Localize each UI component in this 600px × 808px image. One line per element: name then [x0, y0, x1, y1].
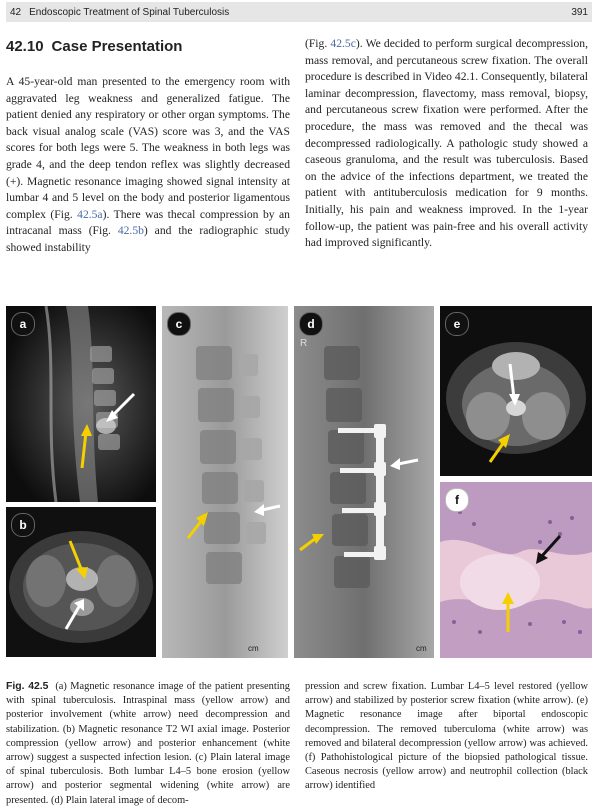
figure-ref-link[interactable]: 42.5a: [77, 207, 103, 221]
section-number: 42.10: [6, 38, 44, 55]
panel-label-d: d: [299, 312, 323, 336]
caption-paragraph: [6, 680, 290, 808]
section-heading: Case Presentation: [51, 38, 183, 55]
panel-label-b: b: [11, 513, 35, 537]
caption-text: (a) Magnetic resonance image of the patient presenting with spinal tuberculosis. Intraspinal mass (yellow arrow) and posterior involvement (white arrow) need decompression and stabilization. (b) Magnetic resonance T2 WI axial image. Posterior compression (yellow arrow) and posterior enhancement (white arrow) suggest a suspected infection lesion. (c) Plain lateral image of spinal tuberculosis. Both lumbar L4–5 bone erosion (yellow arrow) and posterior segmental widening (white arrow) are presented. (d) Plain lateral image of decom-: [6, 681, 290, 806]
scale-label: cm: [248, 644, 259, 653]
running-header: [6, 2, 592, 22]
body-text: ). There was thecal compression by an intracanal mass (Fig.: [6, 207, 290, 238]
figure-ref-link[interactable]: 42.5b: [117, 224, 144, 238]
figure-panel-a: [6, 306, 156, 502]
section-title: [6, 38, 182, 55]
figure-caption-left: [6, 680, 290, 808]
panel-label-c: c: [167, 312, 191, 336]
figure-panel-f: [440, 482, 592, 658]
figure-panel-e: [440, 306, 592, 476]
scale-label: cm: [416, 644, 427, 653]
body-paragraph: [6, 74, 290, 257]
body-text: ). We decided to perform surgical decompression, mass removal, and percutaneous screw fixation. The overall procedure is described in Video 42.1. Consequently, bilateral laminar decompression, flavectomy, mass removal, biopsy, and percutaneous screw fixation were performed. After the procedure, the mass was removed and the thecal was decompressed radiologically. A pathologic study showed a caseous granuloma, and the result was tuberculosis. Based on the advice of the infections department, we treated the patient with antituberculosis medication for 9 months. Initially, his pain and weakness improved. In the 1-year follow-up, the patient was pain-free and his overall activity had improved significantly.: [305, 37, 589, 250]
body-paragraph: [305, 36, 588, 252]
caption-paragraph: pression and screw fixation. Lumbar L4–5 level restored (yellow arrow) and stabilized by posterior screw fixation (white arrow). (e) Magnetic resonance image after biportal endoscopic decompression. The removed tuberculoma (white arrow) was removed and bilateral decompression (yellow arrow) was achieved. (f) Pathohistological picture of the biopsied pathological tissue. Caseous necrosis (yellow arrow) and neutrophil collection (black arrow) identified: [305, 681, 588, 792]
body-column-right: [305, 36, 588, 252]
figure-ref-link[interactable]: 42.5c: [330, 37, 356, 50]
body-text: ) and the radiographic study showed instability: [6, 224, 290, 254]
xray-postop-image: [294, 306, 434, 658]
header-left: [10, 7, 237, 18]
panel-label-f: f: [445, 488, 469, 512]
chapter-title: Endoscopic Treatment of Spinal Tuberculosis: [29, 6, 230, 18]
body-text: A 45-year-old man presented to the emergency room with aggravated leg weakness and generalized fatigue. The patient denied any respiratory or other organ symptoms. The back visual analog scale (VAS) score was 3, and the VAS scores for both legs were 5. The weakness in both legs was grade 4, and the deep tendon reflex was slightly decreased (+). Magnetic resonance imaging showed signal intensity at lumbar 4 and 5 level on the body and posterior ligamentous complex (Fig.: [6, 75, 290, 221]
body-column-left: [6, 74, 290, 257]
body-text: (Fig.: [305, 37, 331, 50]
figure-caption-right: [305, 680, 588, 794]
page-number: 391: [571, 6, 588, 18]
figure-label: Fig. 42.5: [6, 681, 49, 692]
figure-panel-b: [6, 507, 156, 657]
figure-panel-c: [162, 306, 288, 658]
mri-sagittal-image: [6, 306, 156, 502]
orientation-marker: R: [300, 338, 308, 349]
xray-lateral-image: [162, 306, 288, 658]
panel-label-e: e: [445, 312, 469, 336]
panel-label-a: a: [11, 312, 35, 336]
chapter-number: 42: [10, 6, 22, 18]
figure-panel-d: [294, 306, 434, 658]
